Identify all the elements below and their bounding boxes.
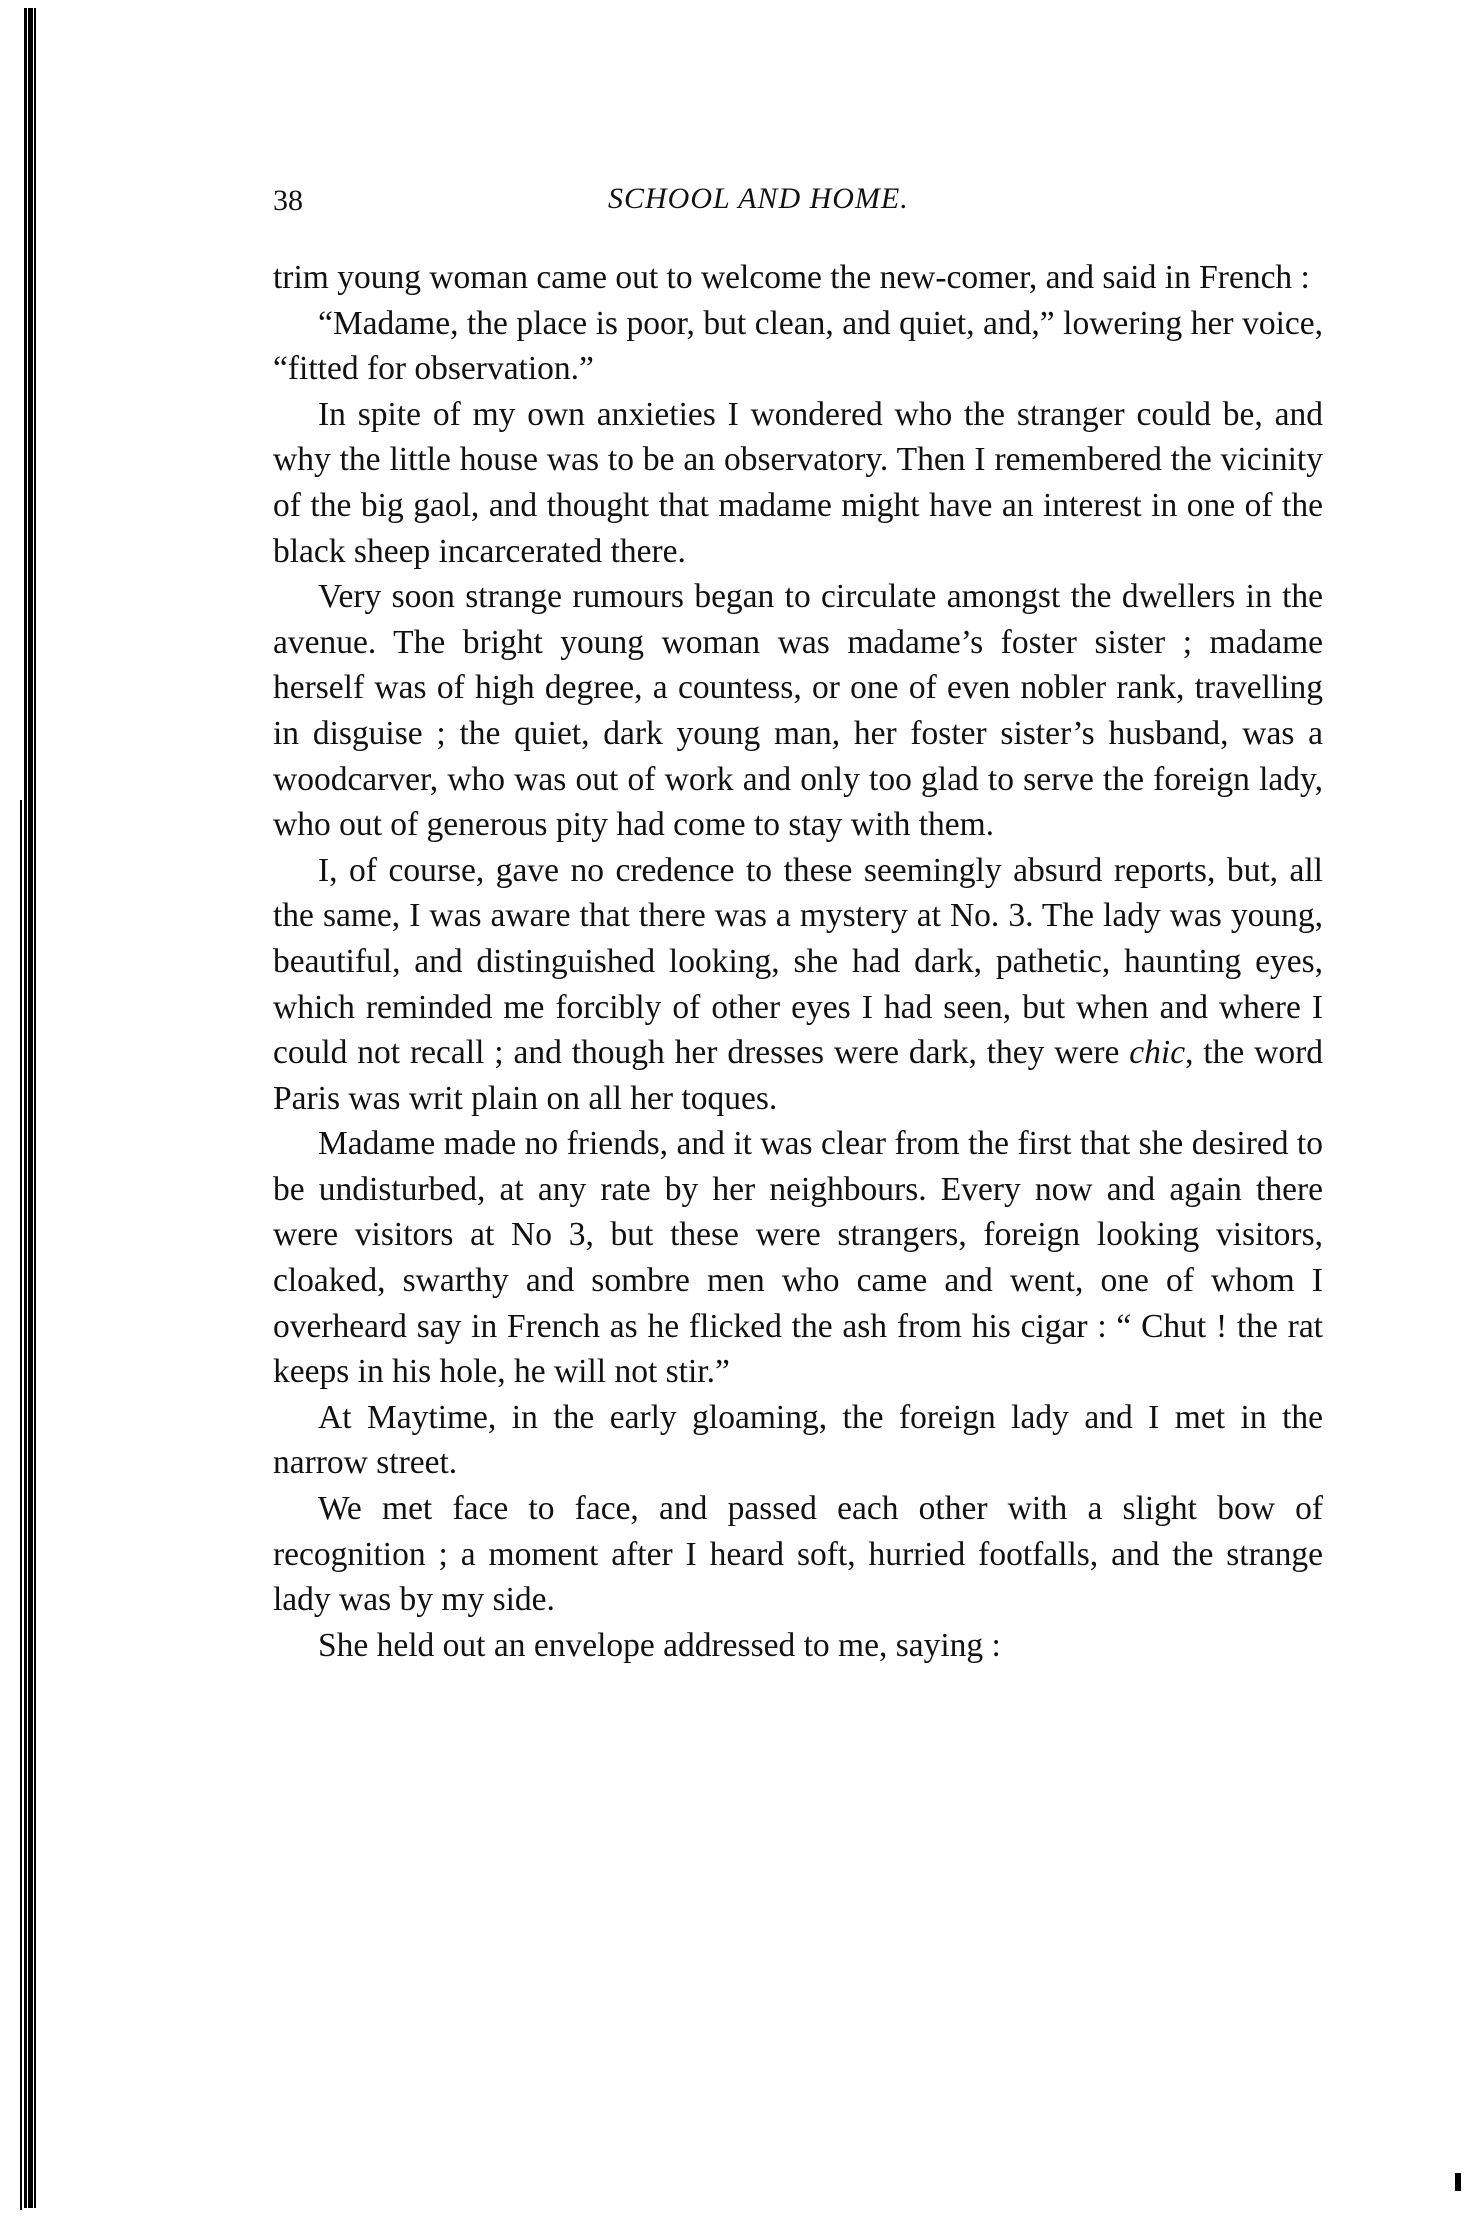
paragraph: Very soon strange rumours began to circulate amongst the dwellers in the avenue. The bright young woman was madame’s foster sister ; madame herself was of high degree, a countess, or one of even nobler rank, travelling in disguise ; the quiet, dark young man, her foster sister’s husband, was a woodcarver, who was out of work and only too glad to serve the foreign lady, who out of generous pity had come to stay with them.	[273, 578, 1323, 844]
paragraph: At Maytime, in the early gloaming, the foreign lady and I met in the narrow street.	[273, 1398, 1323, 1482]
paragraph: In spite of my own anxieties I wondered who the stranger could be, and why the little house was to be an observatory. Then I remembered the vicinity of the big gaol, and thought that madame might have an interest in one of the black sheep incarcerated there.	[273, 395, 1323, 570]
scan-corner-mark	[1455, 2173, 1461, 2191]
paragraph: trim young woman came out to welcome the new-comer, and said in French :	[273, 259, 1310, 296]
running-title: SCHOOL AND HOME.	[608, 182, 909, 215]
book-binding-line	[20, 800, 22, 2210]
paragraph-text-pre: were	[1054, 1034, 1130, 1072]
paragraph: She held out an envelope addressed to me, saying :	[318, 1626, 1001, 1664]
paragraph: Madame made no friends, and it was clear from the first that she desired to be undisturbed, at any rate by her neighbours. Every now and again there were visitors at No 3, but these were strangers, foreign looking visitors, cloaked, swarthy and sombre men who came and went, one of whom I overheard say in French as he flicked the ash from his cigar : “ Chut ! the rat keeps in his hole, he will not stir.”	[273, 1125, 1323, 1391]
paragraph	[273, 848, 1323, 1122]
page-header	[273, 178, 1323, 218]
paragraph-text: I, of course, gave no credence to these seemingly absurd reports, but, all the same, I was aware that there was a mystery at No. 3. The lady was young, beautiful, and distinguished looking, she had dark, pathetic, haunting eyes, which reminded me forcibly of other eyes I had seen, but when and where I could not recall ; and though her dresses were dark, they	[273, 851, 1323, 1072]
page-body	[273, 255, 1323, 1668]
paragraph: “Madame, the place is poor, but clean, and quiet, and,” lowering her voice, “fitted for observation.”	[273, 304, 1323, 388]
page-number: 38	[273, 184, 303, 217]
book-binding-edge	[24, 8, 36, 2208]
italic-word: chic	[1129, 1034, 1186, 1072]
paragraph-text-post: , the word Paris was writ plain on all her toques.	[273, 1034, 1324, 1117]
paragraph: We met face to face, and passed each other with a slight bow of recognition ; a moment after I heard soft, hurried footfalls, and the strange lady was by my side.	[273, 1490, 1323, 1619]
